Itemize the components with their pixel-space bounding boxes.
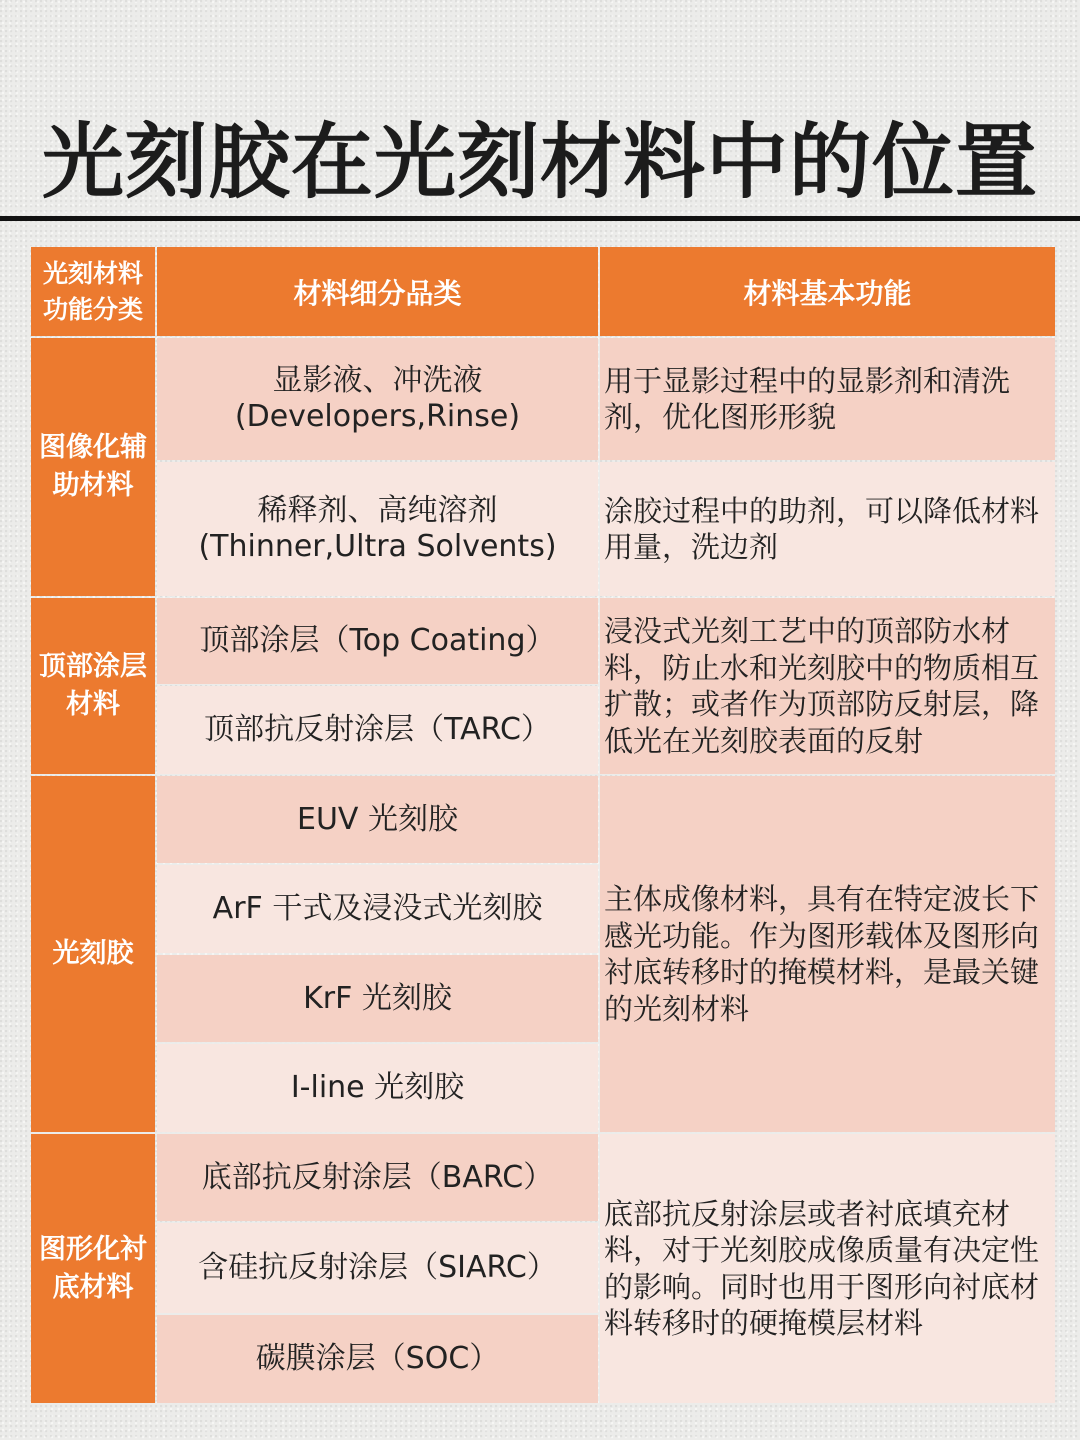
subcategory-arf: ArF 干式及浸没式光刻胶 <box>157 865 598 953</box>
function-top-coating: 浸没式光刻工艺中的顶部防水材料，防止水和光刻胶中的物质相互扩散；或者作为顶部防反射层，降低光在光刻胶表面的反射 <box>600 598 1055 774</box>
category-substrate: 图形化衬底材料 <box>31 1134 155 1403</box>
subcategory-name: 稀释剂、高纯溶剂 <box>257 493 498 528</box>
header-subcategory: 材料细分品类 <box>157 247 598 336</box>
subcategory-euv: EUV 光刻胶 <box>157 776 598 863</box>
title-divider <box>0 216 1080 221</box>
materials-table <box>31 247 1055 1403</box>
subcategory-barc: 底部抗反射涂层（BARC） <box>157 1134 598 1221</box>
subcategory-name-en: (Developers,Rinse) <box>234 399 521 434</box>
subcategory-developers <box>157 338 598 460</box>
subcategory-thinner <box>157 462 598 596</box>
subcategory-top-coating: 顶部涂层（Top Coating） <box>157 598 598 684</box>
function-substrate: 底部抗反射涂层或者衬底填充材料，对于光刻胶成像质量有决定性的影响。同时也用于图形向衬底材料转移时的硬掩模层材料 <box>600 1134 1055 1403</box>
subcategory-krf: KrF 光刻胶 <box>157 955 598 1042</box>
function-developers: 用于显影过程中的显影剂和清洗剂，优化图形形貌 <box>600 338 1055 460</box>
header-function: 材料基本功能 <box>600 247 1055 336</box>
category-imaging-aux: 图像化辅助材料 <box>31 338 155 596</box>
subcategory-name: 显影液、冲洗液 <box>272 363 483 398</box>
function-thinner: 涂胶过程中的助剂，可以降低材料用量，洗边剂 <box>600 462 1055 596</box>
subcategory-soc: 碳膜涂层（SOC） <box>157 1315 598 1403</box>
function-photoresist: 主体成像材料，具有在特定波长下感光功能。作为图形载体及图形向衬底转移时的掩模材料，是最关键的光刻材料 <box>600 776 1055 1132</box>
subcategory-name-en: (Thinner,Ultra Solvents) <box>198 529 557 564</box>
category-top-coating: 顶部涂层材料 <box>31 598 155 774</box>
page-title: 光刻胶在光刻材料中的位置 <box>41 115 1038 210</box>
category-photoresist: 光刻胶 <box>31 776 155 1132</box>
subcategory-tarc: 顶部抗反射涂层（TARC） <box>157 686 598 774</box>
subcategory-siarc: 含硅抗反射涂层（SIARC） <box>157 1223 598 1313</box>
header-category: 光刻材料功能分类 <box>31 247 155 336</box>
subcategory-iline: I-line 光刻胶 <box>157 1044 598 1132</box>
